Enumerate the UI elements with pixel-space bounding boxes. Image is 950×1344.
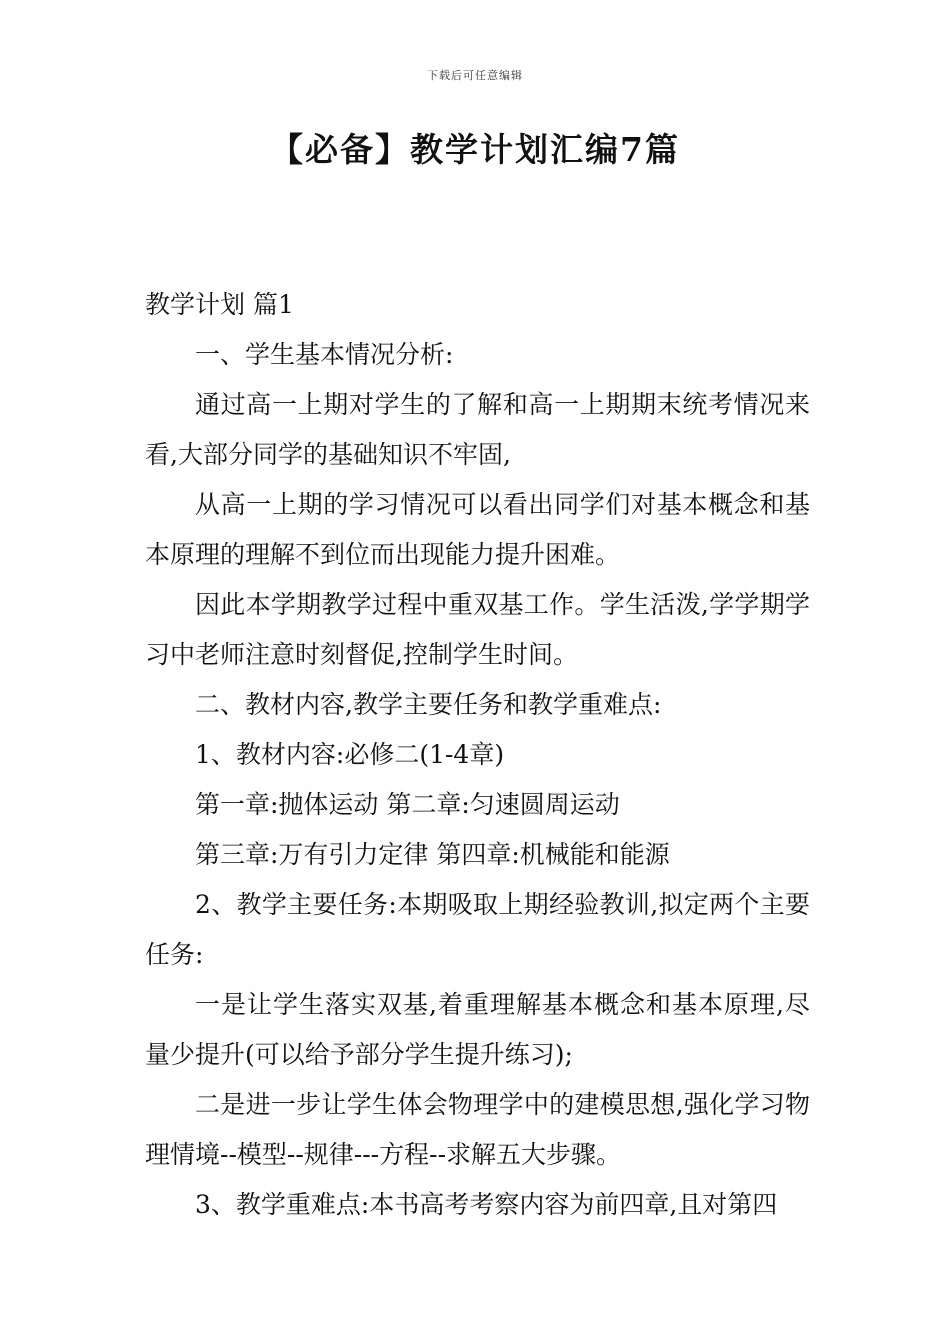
paragraph: 第三章:万有引力定律 第四章:机械能和能源 xyxy=(195,840,670,869)
paragraph: 因此本学期教学过程中重双基工作。学生活泼,学学期学习中老师注意时刻督促,控制学生时间。 xyxy=(145,590,810,669)
document-title: 【必备】教学计划汇编7篇 xyxy=(270,130,680,169)
document-body xyxy=(145,280,810,1230)
paragraph: 1、教材内容:必修二(1-4章) xyxy=(195,740,505,769)
header-note: 下载后可任意编辑 xyxy=(427,69,523,82)
paragraph: 二是进一步让学生体会物理学中的建模思想,强化学习物理情境--模型--规律---方程--求解五大步骤。 xyxy=(145,1090,810,1169)
paragraph: 通过高一上期对学生的了解和高一上期期末统考情况来看,大部分同学的基础知识不牢固, xyxy=(145,390,810,469)
paragraph: 二、教材内容,教学主要任务和教学重难点: xyxy=(195,690,662,719)
paragraph: 2、教学主要任务:本期吸取上期经验教训,拟定两个主要任务: xyxy=(145,890,810,969)
section-heading: 教学计划 篇1 xyxy=(145,290,294,319)
paragraph: 3、教学重难点:本书高考考察内容为前四章,且对第四 xyxy=(195,1190,778,1219)
paragraph: 一是让学生落实双基,着重理解基本概念和基本原理,尽量少提升(可以给予部分学生提升练习); xyxy=(145,990,810,1069)
paragraph: 一、学生基本情况分析: xyxy=(195,340,454,369)
paragraph: 从高一上期的学习情况可以看出同学们对基本概念和基本原理的理解不到位而出现能力提升困难。 xyxy=(145,490,810,569)
paragraph: 第一章:抛体运动 第二章:匀速圆周运动 xyxy=(195,790,620,819)
